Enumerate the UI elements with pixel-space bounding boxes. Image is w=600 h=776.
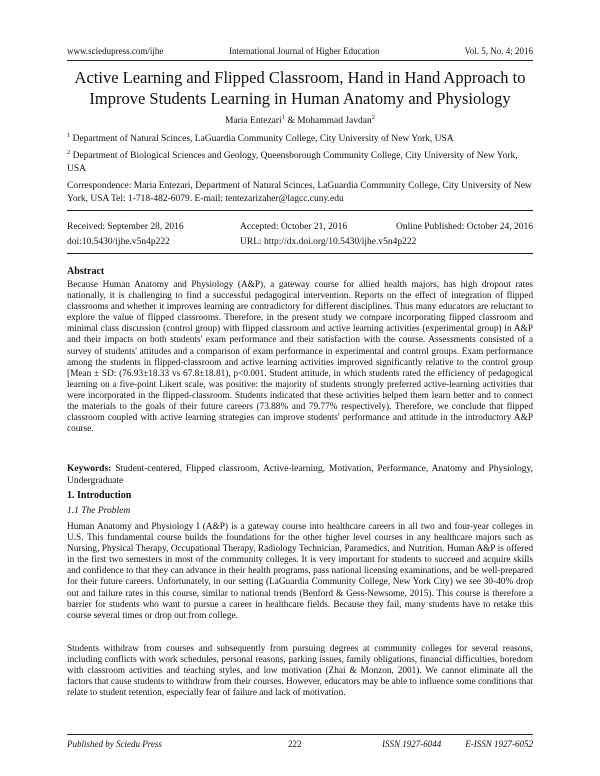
affiliation-2-mark: 2 — [67, 148, 71, 156]
affiliation-2-text: Department of Biological Sciences and Geology, Queensborough Community College, City University of New York, USA — [67, 151, 518, 174]
section-heading-introduction: 1. Introduction — [67, 490, 132, 501]
running-header — [67, 46, 533, 58]
accepted-date: Accepted: October 21, 2016 — [240, 222, 348, 232]
footer-publisher: Published by Sciedu Press — [67, 739, 162, 749]
author-1-affil-mark: 1 — [281, 113, 285, 121]
intro-paragraph-1: Human Anatomy and Physiology I (A&P) is a gateway course into healthcare careers in all two and four-year colleges in U.S. This fundamental course builds the foundations for the other higher level courses in any healthcare majors such as Nursing, Physical Therapy, Occupational Therapy, Radiology Technician, Paramedics, and Nutrition. Human A&P is offered in the first two semesters in most of the community colleges. It is very important for students to succeed and acquire skills and confidence to that they can advance in their health programs, pass national licensing examinations, and be well-prepared for their future careers. Unfortunately, in our setting (LaGuardia Community College, New York City) we see 30-40% drop out and failure rates in this course, similar to national trends (Benford & Gess-Newsome, 2015). This course is therefore a barrier for students who want to pursue a career in healthcare fields. Because they fail, many students have to retake this course several times or drop out from college. — [67, 522, 533, 621]
subsection-heading-problem: 1.1 The Problem — [67, 506, 131, 516]
intro-paragraph-2: Students withdraw from courses and subsequently from pursuing degrees at community colleges for several reasons, including conflicts with work schedules, personal reasons, parking issues, family obligations, financial difficulties, boredom with classroom activities and teaching styles, and low motivation (Zhai & Monzon, 2001). We cannot eliminate all the factors that cause students to withdraw from their courses. However, educators may be able to influence some conditions that relate to student retention, especially fear of failure and lack of motivation. — [67, 644, 533, 699]
affiliation-1 — [67, 133, 533, 146]
doi[interactable]: doi:10.5430/ijhe.v5n4p222 — [67, 237, 170, 247]
author-1: Maria Entezari — [224, 116, 282, 126]
affiliation-1-text: Department of Natural Scinces, LaGuardia Community College, City University of New York, USA — [70, 134, 454, 144]
divider-top — [67, 210, 533, 211]
author-joiner: & — [284, 116, 298, 126]
keywords-label: Keywords: — [67, 464, 112, 474]
header-url[interactable]: www.sciedupress.com/ijhe — [67, 46, 164, 56]
received-date: Received: September 28, 2016 — [67, 222, 184, 232]
header-rule — [67, 60, 533, 61]
paper-title: Active Learning and Flipped Classroom, Hand in Hand Approach to Improve Students Learning in Human Anatomy and Physiology — [74, 68, 526, 108]
footer-eissn: E-ISSN 1927-6052 — [465, 739, 533, 749]
abstract-text: Because Human Anatomy and Physiology (A&P), a gateway course for allied health majors, has high dropout rates nationally, it is challenging to find a successful pedagogical intervention. Reports on the effect of integration of flipped classrooms and whether it improves learning are contradictory for different disciplines. Thus many educators are reluctant to explore the value of flipped classrooms. Therefore, in the present study we compare incorporating flipped classroom and minimal class discussion (control group) with flipped classroom and active learning activities (experimental group) in A&P and their impacts on both students' exam performance and their satisfaction with the course. Assessments consisted of a survey of students' attitudes and a comparison of exam performance in experimental and control groups. Exam performance among the students in flipped-classroom and active learning activities improved significantly relative to the control group [Mean ± SD: (76.93±18.33 vs 67.8±18.81), p<0.001. Student attitude, in which students rated the efficiency of pedagogical learning on a five-point Likert scale, was positive: the majority of students strongly preferred active-learning activities that were incorporated in the flipped-classroom. Students indicated that these activities helped them learn better and to connect the materials to the goals of their future careers (73.88% and 79.77% respectively). Therefore, we conclude that flipped classroom coupled with active learning strategies can improve students' performance and attitude in the introductory A&P course. — [67, 280, 533, 435]
author-2: Mohammad Javdan — [297, 116, 372, 126]
affiliation-1-mark: 1 — [67, 131, 71, 139]
footer-issn: ISSN 1927-6044 — [382, 739, 442, 749]
header-journal: International Journal of Higher Education — [229, 46, 380, 56]
footer-rule — [67, 734, 533, 735]
abstract-heading: Abstract — [67, 266, 105, 277]
footer-page-number: 222 — [288, 739, 302, 749]
author-line — [67, 113, 533, 126]
keywords — [67, 463, 533, 487]
published-date: Online Published: October 24, 2016 — [396, 222, 533, 232]
affiliation-2 — [67, 150, 533, 175]
keywords-text: Student-centered, Flipped classroom, Active-learning, Motivation, Performance, Anatomy and Physiology, Undergraduate — [67, 464, 533, 486]
header-volume: Vol. 5, No. 4; 2016 — [464, 46, 533, 56]
correspondence: Correspondence: Maria Entezari, Department of Natural Scinces, LaGuardia Community College, City University of New York, USA Tel: 1-718-482-6079. E-mail: tentezarizaher@lagcc.cuny.edu — [67, 181, 532, 204]
author-2-affil-mark: 2 — [371, 113, 375, 121]
doi-url[interactable]: URL: http://dx.doi.org/10.5430/ijhe.v5n4p222 — [240, 237, 417, 247]
divider-bottom — [67, 253, 533, 254]
